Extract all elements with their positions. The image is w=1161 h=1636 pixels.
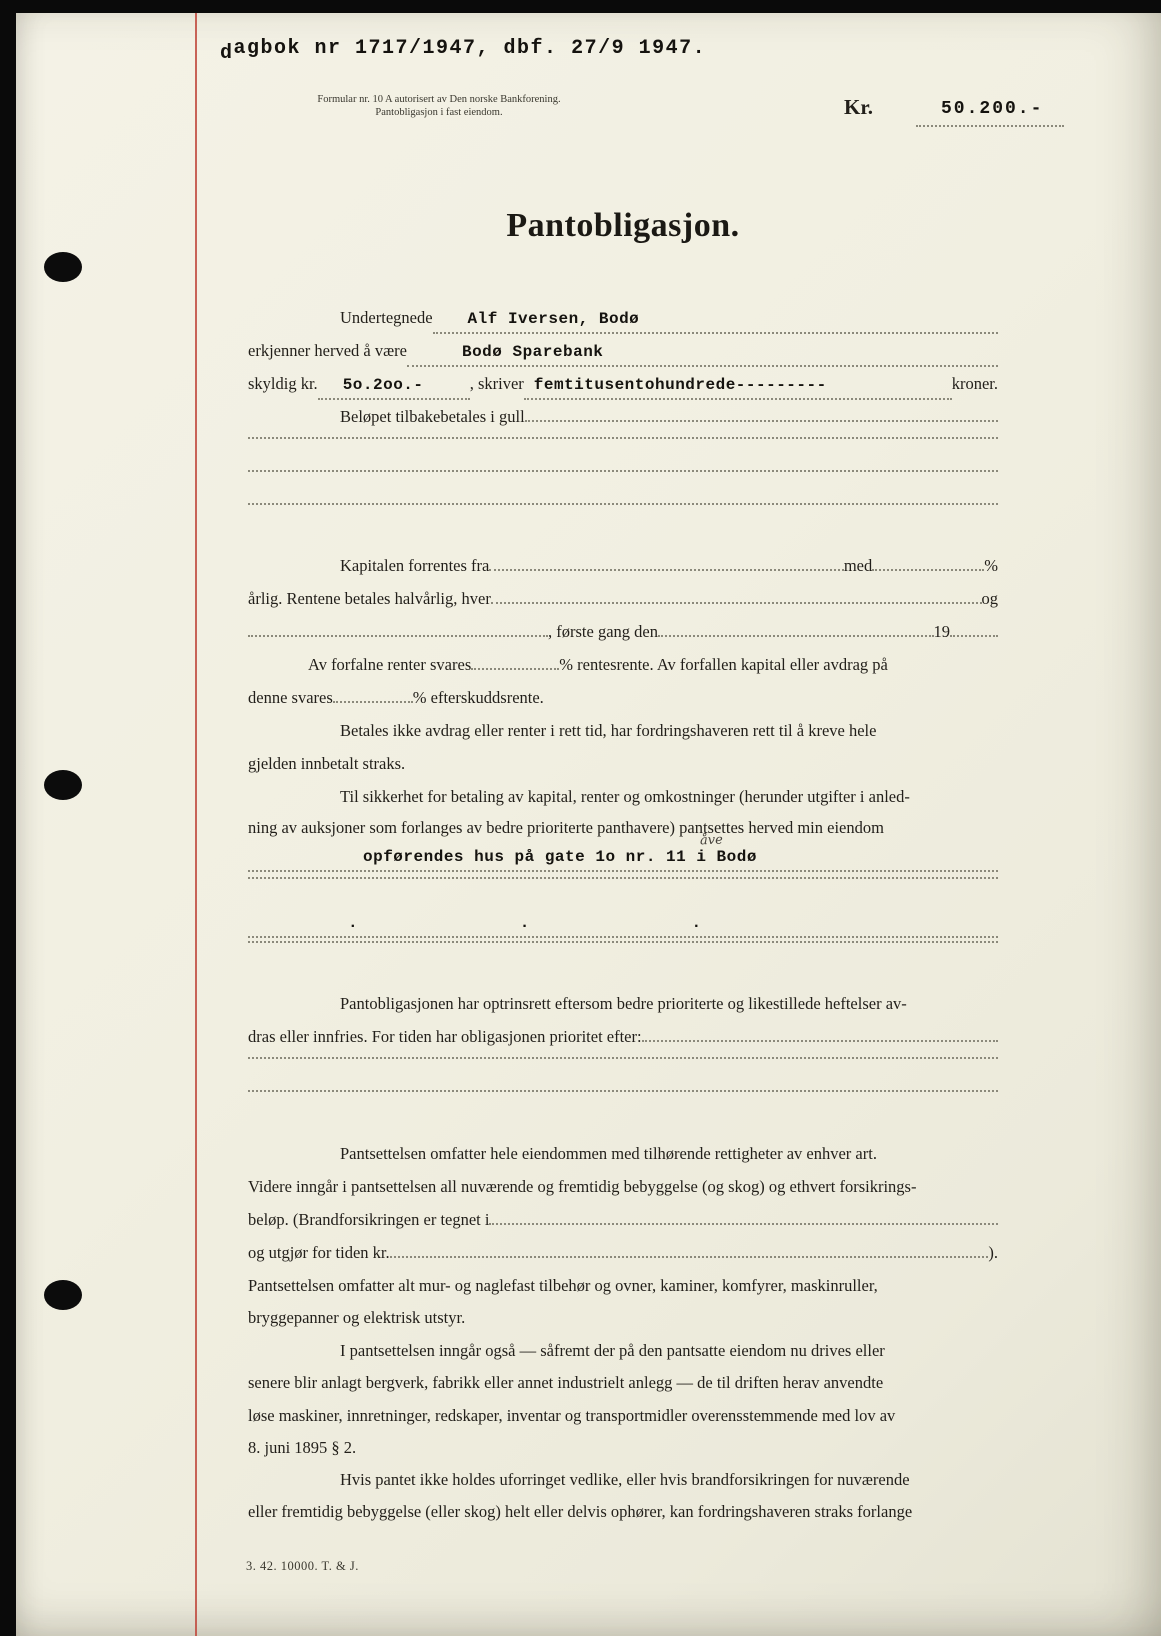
kapitalen-label: Kapitalen forrentes fra bbox=[340, 556, 490, 575]
dotted-rule-2 bbox=[248, 470, 998, 472]
paragraph1-line2 bbox=[248, 751, 998, 777]
empty-fill bbox=[248, 941, 998, 943]
row-rentene bbox=[248, 586, 998, 612]
paragraph3-line1 bbox=[248, 991, 998, 1017]
row-forste-gang bbox=[248, 619, 998, 645]
empty-fill bbox=[248, 877, 998, 879]
belopet-fill bbox=[525, 420, 998, 422]
row-brandforsikring bbox=[248, 1207, 998, 1233]
year-prefix-label: 19 bbox=[933, 622, 950, 641]
punch-hole-middle bbox=[44, 770, 82, 800]
row-renter-svares bbox=[248, 652, 998, 678]
skriver-label: , skriver bbox=[469, 374, 524, 393]
prioritet-fill bbox=[642, 1040, 998, 1042]
kapitalen-fill bbox=[489, 569, 843, 571]
amount-dotted-rule bbox=[916, 125, 1064, 127]
text: Til sikkerhet for betaling av kapital, renter og omkostninger (herunder utgifter i anled- bbox=[340, 787, 910, 806]
med-label: med bbox=[843, 556, 873, 575]
year-fill bbox=[950, 635, 998, 637]
dotted-rule-7 bbox=[248, 1090, 998, 1092]
journal-prefix: d bbox=[220, 42, 234, 65]
kroner-label: kroner. bbox=[951, 374, 998, 393]
og-label: og bbox=[981, 589, 998, 608]
skyldig-fill bbox=[318, 371, 470, 400]
empty-fill bbox=[248, 470, 998, 472]
row-skyldig bbox=[248, 371, 998, 400]
renter-svares-label: Av forfalne renter svares bbox=[308, 655, 472, 674]
row-utgjor bbox=[248, 1240, 998, 1266]
rentesrente-label: % rentesrente. Av forfallen kapital eller avdrag på bbox=[559, 655, 888, 674]
rente-fill bbox=[872, 569, 984, 571]
paragraph6-line2 bbox=[248, 1370, 998, 1396]
forste-gang-label: , første gang den bbox=[548, 622, 658, 641]
paragraph6-line1 bbox=[248, 1338, 998, 1364]
paren-close-label: ). bbox=[988, 1243, 998, 1262]
text: eller fremtidig bebyggelse (eller skog) helt eller delvis ophører, kan fordringshaveren straks forlange bbox=[248, 1502, 913, 1521]
lead-fill bbox=[248, 635, 548, 637]
row-prioritet bbox=[248, 1024, 998, 1050]
paragraph4-line1 bbox=[248, 1141, 998, 1167]
rentesrente-fill bbox=[471, 668, 559, 670]
journal-text: agbok nr 1717/1947, dbf. 27/9 1947. bbox=[233, 37, 707, 60]
punch-hole-top bbox=[44, 252, 82, 282]
property-value: opførendes hus på gate 1o nr. 11 i Bodø bbox=[363, 848, 757, 866]
row-typed-dots bbox=[248, 909, 998, 938]
amount-currency-label: Kr. bbox=[844, 95, 873, 119]
text: løse maskiner, innretninger, redskaper, inventar og transportmidler overensstemmende med lov av bbox=[248, 1406, 896, 1425]
amount-value: 50.200.- bbox=[941, 99, 1044, 119]
paragraph6-line3 bbox=[248, 1403, 998, 1429]
efterskudd-fill bbox=[333, 701, 413, 703]
skyldig-value: 5o.2oo.- bbox=[342, 376, 424, 394]
empty-fill bbox=[248, 1090, 998, 1092]
paragraph4-line2 bbox=[248, 1174, 998, 1200]
text: bryggepanner og elektrisk utstyr. bbox=[248, 1308, 466, 1327]
punch-hole-bottom bbox=[44, 1280, 82, 1310]
creditor-value: Bodø Sparebank bbox=[461, 343, 604, 361]
row-belopet bbox=[248, 404, 998, 430]
row-erkjenner bbox=[248, 338, 998, 367]
denne-svares-label: denne svares bbox=[248, 688, 333, 707]
brandforsikring-fill bbox=[489, 1223, 998, 1225]
dotted-rule-6 bbox=[248, 1057, 998, 1059]
text: ning av auksjoner som forlanges av bedre prioriterte panthavere) pantsettes herved min eiendom bbox=[248, 818, 884, 837]
empty-fill bbox=[248, 503, 998, 505]
dots-fill bbox=[248, 909, 998, 938]
creditor-fill bbox=[407, 338, 998, 367]
utgjor-label: og utgjør for tiden kr. bbox=[248, 1243, 390, 1262]
text: senere blir anlagt bergverk, fabrikk eller annet industrielt anlegg — de til driften herav anvendte bbox=[248, 1373, 884, 1392]
dotted-rule-4 bbox=[248, 877, 998, 879]
handwritten-annotation: åve bbox=[699, 832, 724, 849]
empty-fill bbox=[248, 1057, 998, 1059]
utgjor-fill bbox=[390, 1256, 989, 1258]
empty-fill bbox=[248, 437, 998, 439]
row-undertegnede bbox=[248, 305, 998, 334]
red-margin-line bbox=[195, 13, 197, 1636]
aarlig-label: årlig. Rentene betales halvårlig, hver bbox=[248, 589, 491, 608]
row-property bbox=[248, 832, 998, 872]
row-efterskudd bbox=[248, 685, 998, 711]
property-fill bbox=[248, 832, 998, 872]
paragraph6-line4 bbox=[248, 1435, 998, 1461]
brandforsikring-label: beløp. (Brandforsikringen er tegnet i bbox=[248, 1210, 490, 1229]
percent-label-1: % bbox=[984, 556, 998, 575]
paragraph2-line2 bbox=[248, 815, 998, 841]
paragraph5-line2 bbox=[248, 1305, 998, 1331]
paragraph2-line1 bbox=[248, 784, 998, 810]
typed-dots: . . . bbox=[348, 914, 702, 932]
text: gjelden innbetalt straks. bbox=[248, 754, 406, 773]
paragraph7-line1 bbox=[248, 1467, 998, 1493]
paragraph1-line1 bbox=[248, 718, 998, 744]
undertegnede-label: Undertegnede bbox=[340, 308, 433, 327]
form-imprint-note bbox=[244, 93, 634, 119]
text: Betales ikke avdrag eller renter i rett tid, har fordringshaveren rett til å kreve hele bbox=[340, 721, 877, 740]
row-kapitalen bbox=[248, 553, 998, 579]
amount-words-value: femtitusentohundrede--------- bbox=[533, 376, 827, 394]
dato-fill bbox=[658, 635, 934, 637]
prioritet-label: dras eller innfries. For tiden har obligasjonen prioritet efter: bbox=[248, 1027, 642, 1046]
belopet-label: Beløpet tilbakebetales i gull bbox=[340, 407, 525, 426]
form-note-line2: Pantobligasjon i fast eiendom. bbox=[375, 107, 503, 118]
undertegnede-value: Alf Iversen, Bodø bbox=[467, 310, 640, 328]
text: Hvis pantet ikke holdes uforringet vedlike, eller hvis brandforsikringen for nuværende bbox=[340, 1470, 910, 1489]
dotted-rule-3 bbox=[248, 503, 998, 505]
paragraph7-line2 bbox=[248, 1499, 998, 1525]
printer-imprint: 3. 42. 10000. T. & J. bbox=[246, 1559, 359, 1573]
text: Videre inngår i pantsettelsen all nuværende og fremtidig bebyggelse (og skog) og ethvert forsikrings- bbox=[248, 1177, 917, 1196]
document-title: Pantobligasjon. bbox=[506, 207, 740, 244]
hver-fill bbox=[491, 602, 982, 604]
text: Pantsettelsen omfatter alt mur- og naglefast tilbehør og ovner, kaminer, komfyrer, maskinruller, bbox=[248, 1276, 878, 1295]
text: 8. juni 1895 § 2. bbox=[248, 1438, 357, 1457]
erkjenner-label: erkjenner herved å være bbox=[248, 341, 407, 360]
dotted-rule-1 bbox=[248, 437, 998, 439]
text: Pantobligasjonen har optrinsrett eftersom bedre prioriterte og likestillede heftelser av- bbox=[340, 994, 907, 1013]
form-note-line1: Formular nr. 10 A autorisert av Den norske Bankforening. bbox=[317, 94, 561, 105]
dotted-rule-5 bbox=[248, 941, 998, 943]
paragraph5-line1 bbox=[248, 1273, 998, 1299]
efterskudd-label: % efterskuddsrente. bbox=[412, 688, 544, 707]
journal-entry-line bbox=[220, 37, 707, 65]
amount-words-fill bbox=[524, 371, 952, 400]
text: I pantsettelsen inngår også — såfremt der på den pantsatte eiendom nu drives eller bbox=[340, 1341, 885, 1360]
paper-page bbox=[16, 13, 1161, 1636]
text: Pantsettelsen omfatter hele eiendommen med tilhørende rettigheter av enhver art. bbox=[340, 1144, 877, 1163]
undertegnede-fill bbox=[433, 305, 998, 334]
skyldig-label: skyldig kr. bbox=[248, 374, 318, 393]
